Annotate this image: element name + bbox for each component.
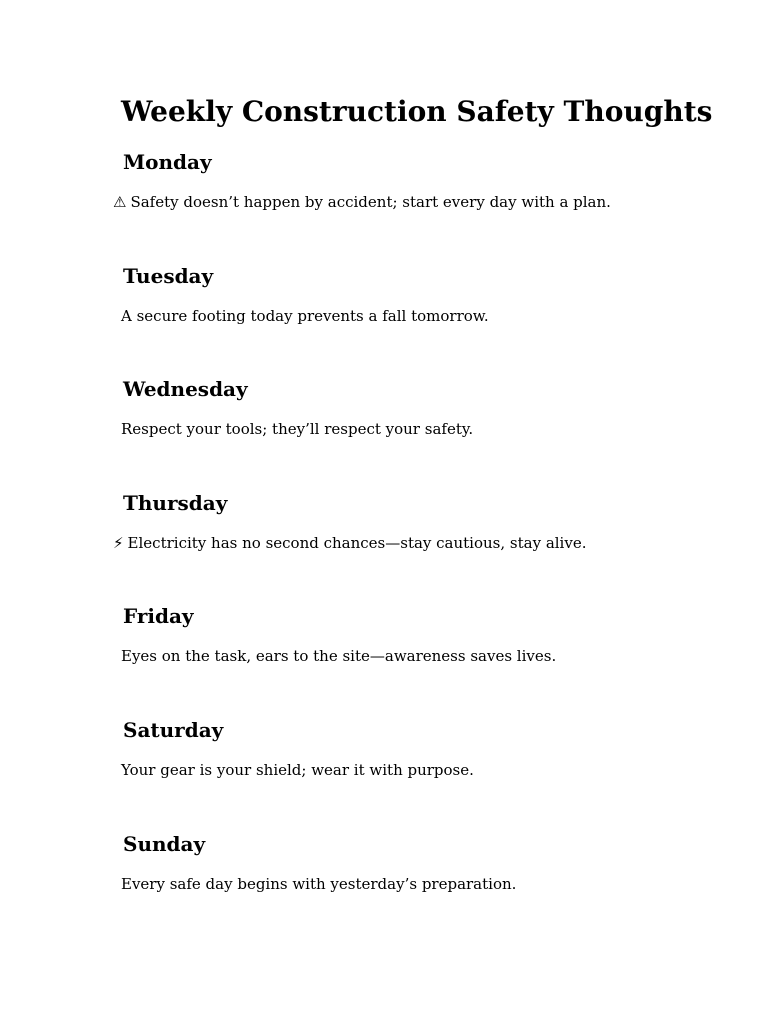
day-thought-text: Every safe day begins with yesterday’s preparation. — [121, 875, 517, 893]
day-heading: Friday — [123, 604, 194, 628]
day-section-sunday — [0, 830, 768, 944]
day-section-friday — [0, 602, 768, 716]
day-section-wednesday — [0, 375, 768, 489]
day-heading: Saturday — [123, 718, 224, 742]
day-heading: Wednesday — [123, 377, 248, 401]
day-heading: Monday — [123, 150, 212, 174]
day-heading: Sunday — [123, 832, 206, 856]
day-thought-text: Respect your tools; they’ll respect your safety. — [121, 420, 474, 438]
lightning-icon: ⚡ — [113, 534, 124, 552]
day-thought-text: Eyes on the task, ears to the site—awareness saves lives. — [121, 647, 557, 665]
day-thought — [113, 191, 611, 213]
day-thought — [113, 532, 586, 554]
day-thought — [121, 873, 516, 895]
day-section-monday — [0, 148, 768, 262]
day-thought-text: Your gear is your shield; wear it with purpose. — [121, 761, 474, 779]
day-thought — [121, 645, 556, 667]
day-thought — [121, 305, 489, 327]
day-heading: Tuesday — [123, 264, 214, 288]
day-heading: Thursday — [123, 491, 228, 515]
day-section-tuesday — [0, 262, 768, 376]
page-title: Weekly Construction Safety Thoughts — [121, 95, 713, 128]
day-thought-text: A secure footing today prevents a fall tomorrow. — [121, 307, 489, 325]
day-section-thursday — [0, 489, 768, 603]
day-thought — [121, 759, 474, 781]
warning-icon: ⚠ — [113, 193, 127, 211]
day-thought — [121, 418, 473, 440]
day-section-saturday — [0, 716, 768, 830]
day-thought-text: Electricity has no second chances—stay cautious, stay alive. — [127, 534, 587, 552]
day-thought-text: Safety doesn’t happen by accident; start every day with a plan. — [130, 193, 611, 211]
